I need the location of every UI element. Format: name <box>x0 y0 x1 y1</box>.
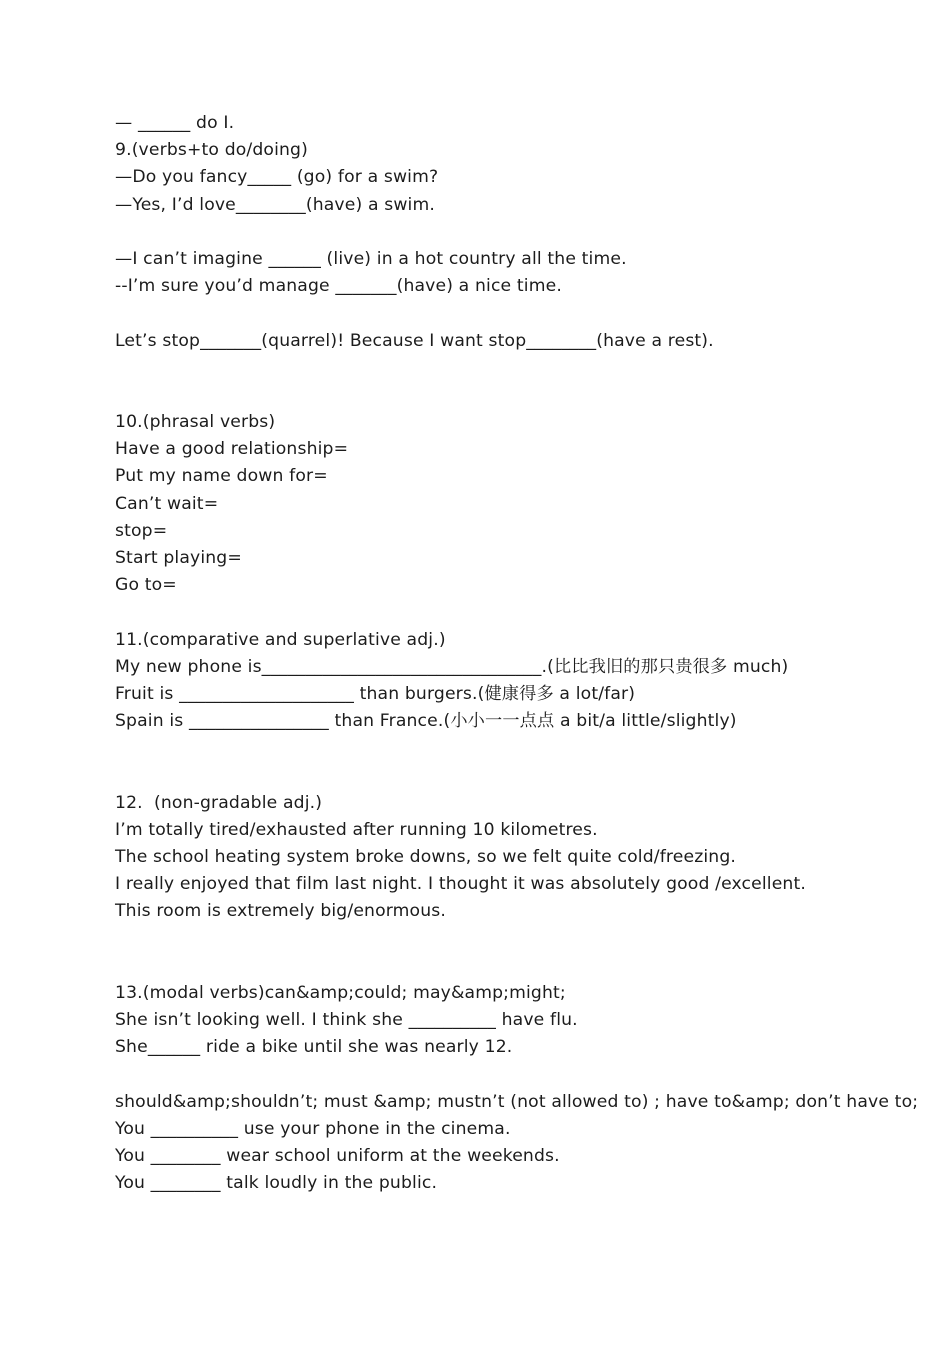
blank-line <box>115 599 935 626</box>
worksheet-page <box>115 110 935 1198</box>
blank-line <box>115 219 935 246</box>
section-heading-verbs-to-do-doing: 9.(verbs+to do/doing) <box>115 140 308 161</box>
blank-line <box>115 1062 935 1089</box>
text-line: My new phone is________________________________.(比比我旧的那只贵很多 much) <box>115 656 789 677</box>
text-line: Fruit is ____________________ than burgers.(健康得多 a lot/far) <box>115 683 636 704</box>
text-line: This room is extremely big/enormous. <box>115 901 446 922</box>
text-line: Go to= <box>115 575 177 596</box>
text-line: Spain is ________________ than France.(小小一一点点 a bit/a little/slightly) <box>115 711 737 732</box>
text-line: You ________ talk loudly in the public. <box>115 1173 438 1194</box>
text-line: —Yes, I’d love________(have) a swim. <box>115 194 435 215</box>
text-line: Start playing= <box>115 548 242 569</box>
text-line: You ________ wear school uniform at the weekends. <box>115 1146 560 1167</box>
section-heading-modal-verbs: 13.(modal verbs)can&amp;could; may&amp;might; <box>115 983 566 1004</box>
text-line: should&amp;shouldn’t; must &amp; mustn’t (not allowed to) ; have to&amp; don’t have to; <box>115 1091 919 1112</box>
text-line: I’m totally tired/exhausted after running 10 kilometres. <box>115 819 598 840</box>
blank-lines <box>115 926 935 980</box>
blank-line <box>115 300 935 327</box>
text-line: —Do you fancy_____ (go) for a swim? <box>115 167 439 188</box>
text-line: Have a good relationship= <box>115 439 349 460</box>
section-heading-comparative-superlative: 11.(comparative and superlative adj.) <box>115 629 446 650</box>
text-line: Let’s stop_______(quarrel)! Because I want stop________(have a rest). <box>115 330 714 351</box>
text-line: She______ ride a bike until she was nearly 12. <box>115 1037 513 1058</box>
section-heading-phrasal-verbs: 10.(phrasal verbs) <box>115 412 276 433</box>
text-line: Can’t wait= <box>115 493 219 514</box>
text-line: stop= <box>115 520 168 541</box>
text-line: —I can’t imagine ______ (live) in a hot country all the time. <box>115 248 627 269</box>
text-line: --I’m sure you’d manage _______(have) a nice time. <box>115 276 562 297</box>
text-line: She isn’t looking well. I think she __________ have flu. <box>115 1010 578 1031</box>
text-line: You __________ use your phone in the cinema. <box>115 1118 511 1139</box>
text-line: Put my name down for= <box>115 466 328 487</box>
section-heading-non-gradable-adj: 12. (non-gradable adj.) <box>115 792 323 813</box>
blank-lines <box>115 735 935 789</box>
text-line: — ______ do I. <box>115 113 235 133</box>
text-line: The school heating system broke downs, so we felt quite cold/freezing. <box>115 847 737 868</box>
blank-lines <box>115 355 935 409</box>
text-line: I really enjoyed that film last night. I thought it was absolutely good /excellent. <box>115 874 806 895</box>
